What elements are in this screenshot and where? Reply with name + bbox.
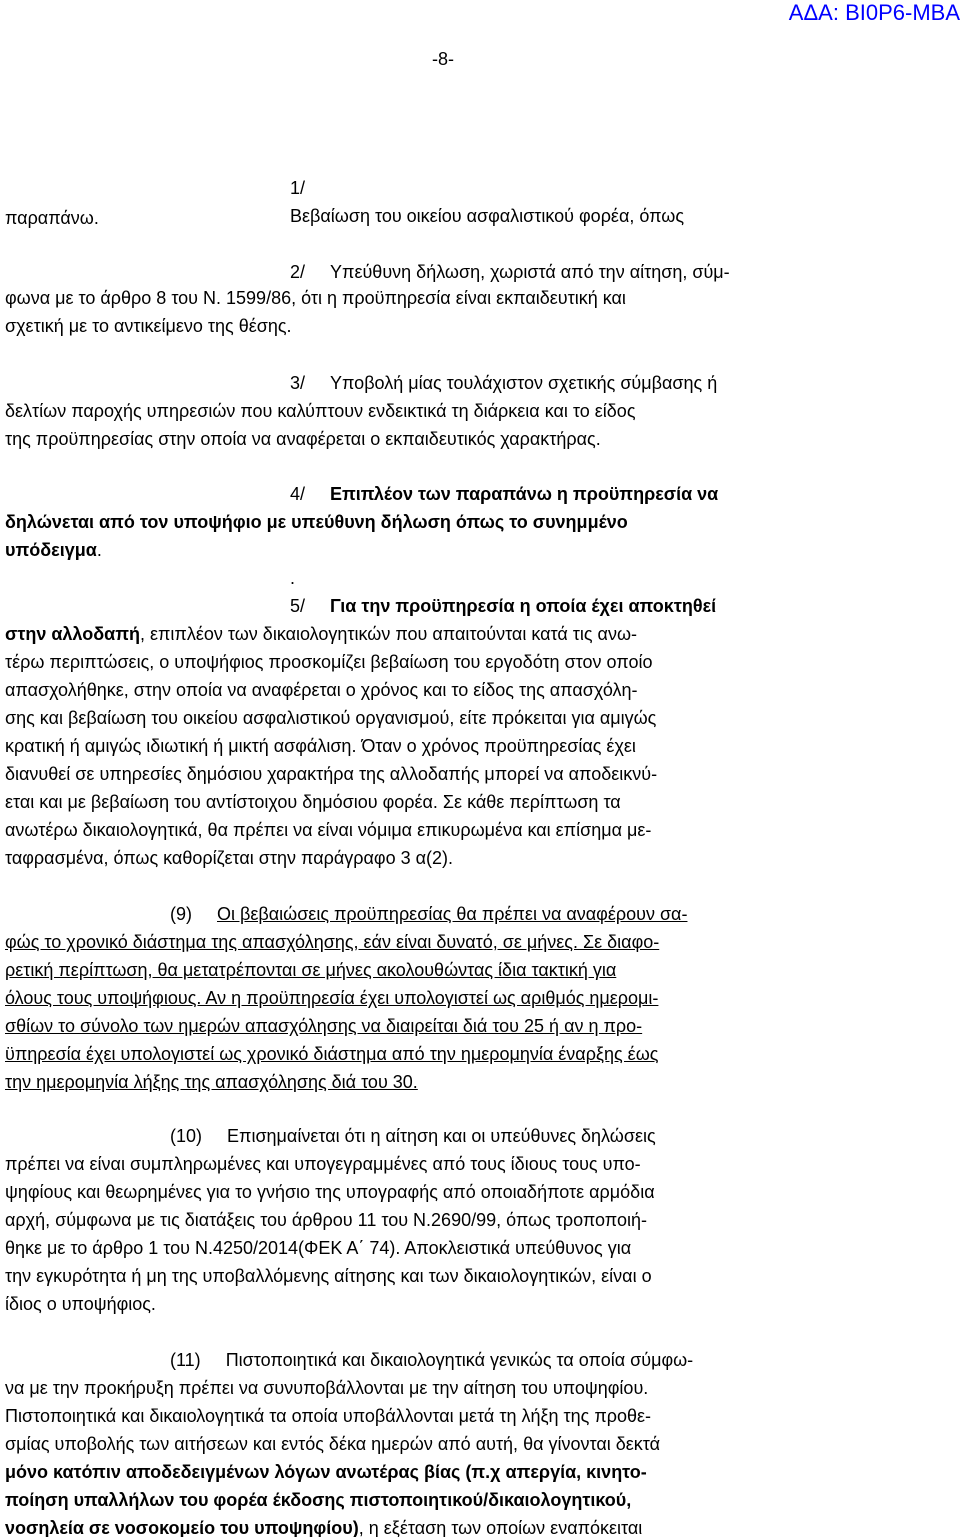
para9-line6: ϋπηρεσία έχει υπολογιστεί ως χρονικό διάστημα από την ημερομηνία έναρξης έως <box>5 1044 659 1064</box>
item5-line2: στην αλλοδαπή, επιπλέον των δικαιολογητικών που απαιτούνται κατά τις ανω- <box>5 624 638 644</box>
para10-line1: (10) Επισημαίνεται ότι η αίτηση και οι υπεύθυνες δηλώσεις <box>170 1126 656 1146</box>
para9-line7: την ημερομηνία λήξης της απασχόλησης διά του 30. <box>5 1072 418 1092</box>
item4-line2: δηλώνεται από τον υποψήφιο με υπεύθυνη δήλωση όπως το συνημμένο <box>5 512 628 532</box>
item4-line3: υπόδειγμα. <box>5 540 102 560</box>
para10-line3: ψηφίους και θεωρημένες για το γνήσιο της υπογραφής από οποιαδήποτε αρμόδια <box>5 1182 655 1202</box>
item3-line1: 3/ Υποβολή μίας τουλάχιστον σχετικής σύμβασης ή <box>290 373 718 393</box>
para9-line1: (9) Οι βεβαιώσεις προϋπηρεσίας θα πρέπει να αναφέρουν σα- <box>170 904 688 924</box>
para11-line2: να με την προκήρυξη πρέπει να συνυποβάλλονται με την αίτηση του υποψηφίου. <box>5 1378 649 1398</box>
item5-line10: ταφρασμένα, όπως καθορίζεται στην παράγραφο 3 α(2). <box>5 848 454 868</box>
item3-line2: δελτίων παροχής υπηρεσιών που καλύπτουν ενδεικτικά τη διάρκεια και το είδος <box>5 401 636 421</box>
item1-line1: 1/ Βεβαίωση του οικείου ασφαλιστικού φορέα, όπως <box>290 174 887 202</box>
para10-line7: ίδιος ο υποψήφιος. <box>5 1294 156 1314</box>
page-number: -8- <box>432 49 454 69</box>
para11-line7: νοσηλεία σε νοσοκομείο του υποψηφίου), η εξέταση των οποίων εναπόκειται <box>5 1518 643 1537</box>
para10-line2: πρέπει να είναι συμπληρωμένες και υπογεγραμμένες από τους ίδιους τους υπο- <box>5 1154 641 1174</box>
para11-line1: (11) Πιστοποιητικά και δικαιολογητικά γενικώς τα οποία σύμφω- <box>170 1350 694 1370</box>
item1-text: Βεβαίωση του οικείου ασφαλιστικού φορέα, όπως <box>290 206 685 226</box>
item5-dot: . <box>290 568 296 588</box>
para11-line5: μόνο κατόπιν αποδεδειγμένων λόγων ανωτέρας βίας (π.χ απεργία, κινητο- <box>5 1462 647 1482</box>
para11-line4: σμίας υποβολής των αιτήσεων και εντός δέκα ημερών από αυτή, θα γίνονται δεκτά <box>5 1434 661 1454</box>
item5-line5: σης και βεβαίωση του οικείου ασφαλιστικού οργανισμού, είτε πρόκειται για αμιγώς <box>5 708 657 728</box>
para9-line4: όλους τους υποψήφιους. Αν η προϋπηρεσία έχει υπολογιστεί ως αριθμός ημερομι- <box>5 988 659 1008</box>
item2-line2: φωνα με το άρθρο 8 του Ν. 1599/86, ότι η προϋπηρεσία είναι εκπαιδευτική και <box>5 288 626 308</box>
item5-line9: ανωτέρω δικαιολογητικά, θα πρέπει να είναι νόμιμα επικυρωμένα και επίσημα με- <box>5 820 652 840</box>
item5-line8: εται και με βεβαίωση του αντίστοιχου δημόσιου φορέα. Σε κάθε περίπτωση τα <box>5 792 621 812</box>
para10-line5: θηκε με το άρθρο 1 του Ν.4250/2014(ΦΕΚ Α΄ 74). Αποκλειστικά υπεύθυνος για <box>5 1238 632 1258</box>
para9-line3: ρετική περίπτωση, θα μετατρέπονται σε μήνες ακολουθώντας ίδια τακτική για <box>5 960 617 980</box>
item5-line7: διανυθεί σε υπηρεσίες δημόσιου χαρακτήρα της αλλοδαπής μπορεί να αποδεικνύ- <box>5 764 658 784</box>
para11-line6: ποίηση υπαλλήλων του φορέα έκδοσης πιστοποιητικού/δικαιολογητικού, <box>5 1490 632 1510</box>
para10-line6: την εγκυρότητα ή μη της υποβαλλόμενης αίτησης και των δικαιολογητικών, είναι ο <box>5 1266 652 1286</box>
para10-line4: αρχή, σύμφωνα με τις διατάξεις του άρθρου 11 του Ν.2690/99, όπως τροποποιή- <box>5 1210 647 1230</box>
para9-line5: σθίων το σύνολο των ημερών απασχόλησης να διαιρείται διά του 25 ή αν η προ- <box>5 1016 643 1036</box>
item2-line1: 2/ Υπεύθυνη δήλωση, χωριστά από την αίτηση, σύμ- <box>290 262 730 282</box>
item4-line1: 4/ Επιπλέον των παραπάνω η προϋπηρεσία να <box>290 484 719 504</box>
ada-code: ΑΔΑ: ΒΙ0Ρ6-ΜΒΑ <box>788 0 960 25</box>
item5-line6: κρατική ή αμιγώς ιδιωτική ή μικτή ασφάλιση. Όταν ο χρόνος προϋπηρεσίας έχει <box>5 736 636 756</box>
para9-line2: φώς το χρονικό διάστημα της απασχόλησης, εάν είναι δυνατό, σε μήνες. Σε διαφο- <box>5 932 660 952</box>
item5-line1: 5/ Για την προϋπηρεσία η οποία έχει αποκτηθεί <box>290 596 717 616</box>
item5-line4: απασχολήθηκε, στην οποία να αναφέρεται ο χρόνος και το είδος της απασχόλη- <box>5 680 638 700</box>
item3-line3: της προϋπηρεσίας στην οποία να αναφέρεται ο εκπαιδευτικός χαρακτήρας. <box>5 429 601 449</box>
item5-line3: τέρω περιπτώσεις, ο υποψήφιος προσκομίζει βεβαίωση του εργοδότη στον οποίο <box>5 652 653 672</box>
item2-line3: σχετική με το αντικείμενο της θέσης. <box>5 316 292 336</box>
para11-line3: Πιστοποιητικά και δικαιολογητικά τα οποία υποβάλλονται μετά τη λήξη της προθε- <box>5 1406 652 1426</box>
item1-line2: παραπάνω. <box>5 208 99 228</box>
